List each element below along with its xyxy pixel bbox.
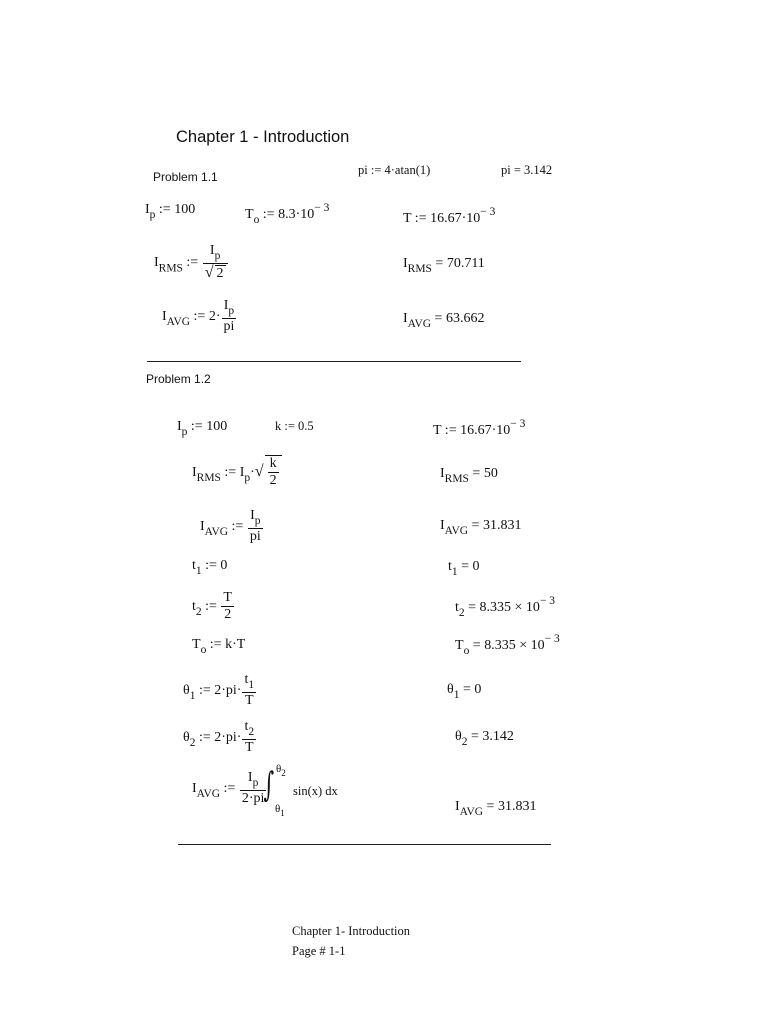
t1-definition: $t_1$ := 0 [192,558,228,578]
iavg-integral-definition: $I_{AVG}$ := $\frac{I_p}{2\cdot pi}$ [192,770,265,807]
irms-value-2: $I_{RMS} = 50$ [440,466,498,486]
pi-definition: pi := 4·atan(1) [358,163,431,177]
divider-1 [147,361,521,362]
t2-value: $t_2 = 8.335 \times 10^{- 3}$ [455,595,556,620]
footer-page-number: Page # 1-1 [292,944,346,958]
problem-1-2-label: Problem 1.2 [146,372,211,386]
chapter-title: Chapter 1 - Introduction [176,128,350,146]
ip-definition-2: $I_p$ := 100 [177,419,228,439]
theta2-definition: $\theta_2$ := 2·pi· $\frac{t_2}{T}$ [183,719,255,756]
t-definition-2: T := $16.67\cdot 10^{- 3}$ [433,418,526,438]
footer-chapter: Chapter 1- Introduction [292,924,411,938]
k-definition: k := 0.5 [275,419,314,433]
t1-value: $t_1 = 0$ [448,559,480,579]
iavg-definition-2: $I_{AVG}$ := $\frac{I_p}{pi}$ [200,508,261,545]
integral-sign: ∫ [263,765,275,805]
iavg-value-2: $I_{AVG} = 31.831$ [440,518,522,538]
iavg-integral-value: $I_{AVG} = 31.831$ [455,799,537,819]
irms-definition-2: $I_{RMS}$ := $I_p\cdot√$ $\frac{k}{2}$ [192,455,282,489]
iavg-definition: $I_{AVG}$ := 2· $\frac{I_p}{pi}$ [162,298,235,335]
irms-definition: $I_{RMS}$ := $\frac{I_p}{√ 2}$ [154,243,229,283]
t2-definition: $t_2$ := $\frac{T}{2}$ [192,590,232,623]
irms-value: $I_{RMS} = 70.711$ [403,256,485,276]
integrand: sin(x) dx [293,784,338,798]
divider-2 [178,844,551,845]
to-value-2: $T_o = 8.335 \times 10^{- 3}$ [455,633,560,658]
theta2-value: $\theta_2 = 3.142$ [455,729,514,749]
integral-lower-limit: $\theta_1$ [275,803,285,819]
problem-1-1-label: Problem 1.1 [153,170,218,184]
iavg-value: $I_{AVG} = 63.662$ [403,311,485,331]
ip-definition: $I_p$ := 100 [145,202,196,222]
to-definition: $T_o$ := $8.3\cdot 10^{- 3}$ [245,202,330,227]
pi-value: pi = 3.142 [501,163,553,177]
integral-upper-limit: $\theta_2$ [276,763,286,779]
t-definition: T := $16.67\cdot 10^{- 3}$ [403,206,496,226]
theta1-definition: $\theta_1$ := 2·pi· $\frac{t_1}{T}$ [183,672,255,709]
theta1-value: $\theta_1 = 0$ [447,682,482,702]
to-definition-2: $T_o$ := k·T [192,637,246,657]
